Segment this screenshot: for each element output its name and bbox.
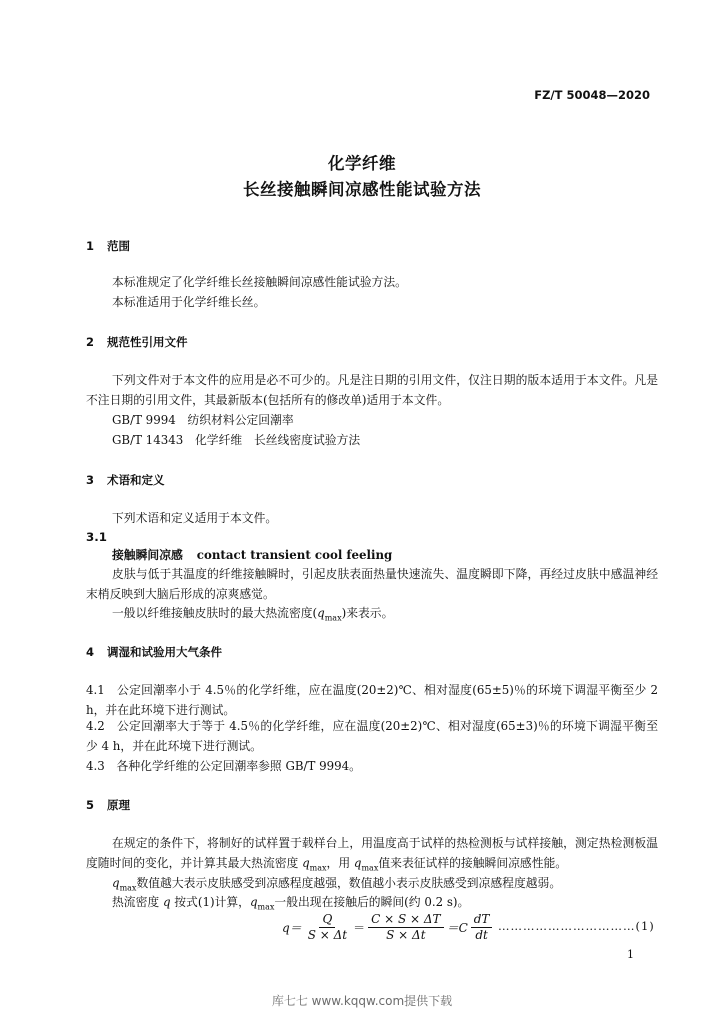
- section-1-heading: [86, 238, 130, 254]
- fraction-numerator: C × S × ΔT: [368, 912, 443, 928]
- term-english: contact transient cool feeling: [196, 548, 393, 562]
- principle-text: ，用: [326, 856, 354, 870]
- q-symbol: q: [112, 876, 120, 890]
- max-subscript: max: [324, 613, 342, 623]
- section-2-heading: [86, 334, 188, 350]
- footer-watermark: 库七七 www.kqqw.com提供下载: [271, 994, 453, 1008]
- q-symbol: q: [249, 895, 258, 909]
- section-4-heading: [86, 644, 222, 660]
- section-5-heading: [86, 797, 130, 813]
- section-title: 原理: [107, 798, 130, 812]
- principle-paragraph-1: [86, 833, 658, 878]
- document-title-line1: 化学纤维: [328, 154, 396, 173]
- term-entry: [112, 545, 392, 565]
- heat-flux-formula: [282, 912, 495, 943]
- formula-fraction-2: [368, 912, 443, 943]
- formula-number: ……………………………(1): [498, 919, 655, 933]
- section-3-heading: [86, 472, 165, 488]
- section-title: 范围: [107, 239, 130, 253]
- section-number: 3: [86, 473, 95, 487]
- q-symbol: q: [302, 856, 310, 870]
- formula-fraction-1: [305, 912, 350, 943]
- term-note-text: )来表示。: [341, 606, 394, 620]
- section-number: 1: [86, 239, 95, 253]
- clause-4-1: 4.1 公定回潮率小于 4.5％的化学纤维，应在温度(20±2)℃、相对湿度(65±5)％的环境下调湿平衡至少 2 h，并在此环境下进行测试。: [86, 683, 658, 717]
- clause-4-2: 4.2 公定回潮率大于等于 4.5％的化学纤维，应在温度(20±2)℃、相对湿度(65±3)％的环境下调湿平衡至少 4 h，并在此环境下进行测试。: [86, 719, 658, 753]
- term-definition: 皮肤与低于其温度的纤维接触瞬时，引起皮肤表面热量快速流失、温度瞬即下降，再经过皮肤中感温神经末梢反映到大脑后形成的凉爽感觉。: [86, 567, 658, 601]
- fraction-denominator: S × Δt: [307, 928, 348, 942]
- section-number: 5: [86, 798, 95, 812]
- principle-text: 在规定的条件下，将制好的试样置于载样台上，用温度高于试样的热检测板与试样接触，测定热检测板温度随时间的变化，并计算其最大热流密度: [86, 836, 658, 870]
- formula-equals: ＝: [353, 921, 366, 935]
- section-1-paragraph-1: 本标准规定了化学纤维长丝接触瞬间凉感性能试验方法。: [112, 275, 407, 289]
- reference-gbt-9994: GB/T 9994 纺织材料公定回潮率: [112, 413, 294, 427]
- q-symbol: q: [162, 895, 171, 909]
- principle-text: 数值越大表示皮肤感受到凉感程度越强，数值越小表示皮肤感受到凉感程度越弱。: [136, 876, 562, 890]
- q-symbol: q: [317, 606, 325, 620]
- document-title-line2: 长丝接触瞬间凉感性能试验方法: [243, 180, 481, 199]
- term-note: [112, 603, 393, 628]
- principle-text: 热流密度: [112, 895, 163, 909]
- principle-text: 值来表征试样的接触瞬间凉感性能。: [378, 856, 568, 870]
- formula-lhs: q＝: [282, 921, 302, 935]
- principle-text: 一般出现在接触后的瞬间(约 0.2 s)。: [274, 895, 470, 909]
- term-note-text: 一般以纤维接触皮肤时的最大热流密度(: [112, 606, 318, 620]
- formula-fraction-3: [471, 912, 493, 943]
- fraction-denominator: S × Δt: [386, 928, 426, 942]
- section-title: 规范性引用文件: [107, 335, 188, 349]
- section-title: 调湿和试验用大气条件: [107, 645, 222, 659]
- fraction-numerator: Q: [319, 912, 335, 928]
- q-symbol: q: [353, 856, 362, 870]
- term-chinese: 接触瞬间凉感: [112, 548, 183, 562]
- fraction-denominator: dt: [475, 928, 488, 942]
- section-number: 2: [86, 335, 95, 349]
- section-1-paragraph-2: 本标准适用于化学纤维长丝。: [112, 295, 266, 309]
- section-title: 术语和定义: [107, 473, 165, 487]
- max-subscript: max: [309, 863, 327, 873]
- max-subscript: max: [119, 883, 137, 893]
- clause-4-3: 4.3 各种化学纤维的公定回潮率参照 GB/T 9994。: [86, 759, 361, 773]
- page-number: 1: [627, 948, 634, 961]
- max-subscript: max: [257, 902, 275, 912]
- principle-text: 按式(1)计算，: [170, 895, 250, 909]
- formula-equals-c: ＝C: [446, 921, 468, 935]
- section-2-paragraph: 下列文件对于本文件的应用是必不可少的。凡是注日期的引用文件，仅注日期的版本适用于本文件。凡是不注日期的引用文件，其最新版本(包括所有的修改单)适用于本文件。: [86, 373, 658, 407]
- reference-gbt-14343: GB/T 14343 化学纤维 长丝线密度试验方法: [112, 433, 361, 447]
- standard-number: FZ/T 50048—2020: [534, 88, 650, 102]
- section-3-paragraph: 下列术语和定义适用于本文件。: [112, 511, 278, 525]
- section-number: 4: [86, 645, 95, 659]
- subsection-3-1-number: 3.1: [86, 530, 107, 544]
- max-subscript: max: [361, 863, 379, 873]
- fraction-numerator: dT: [471, 912, 493, 928]
